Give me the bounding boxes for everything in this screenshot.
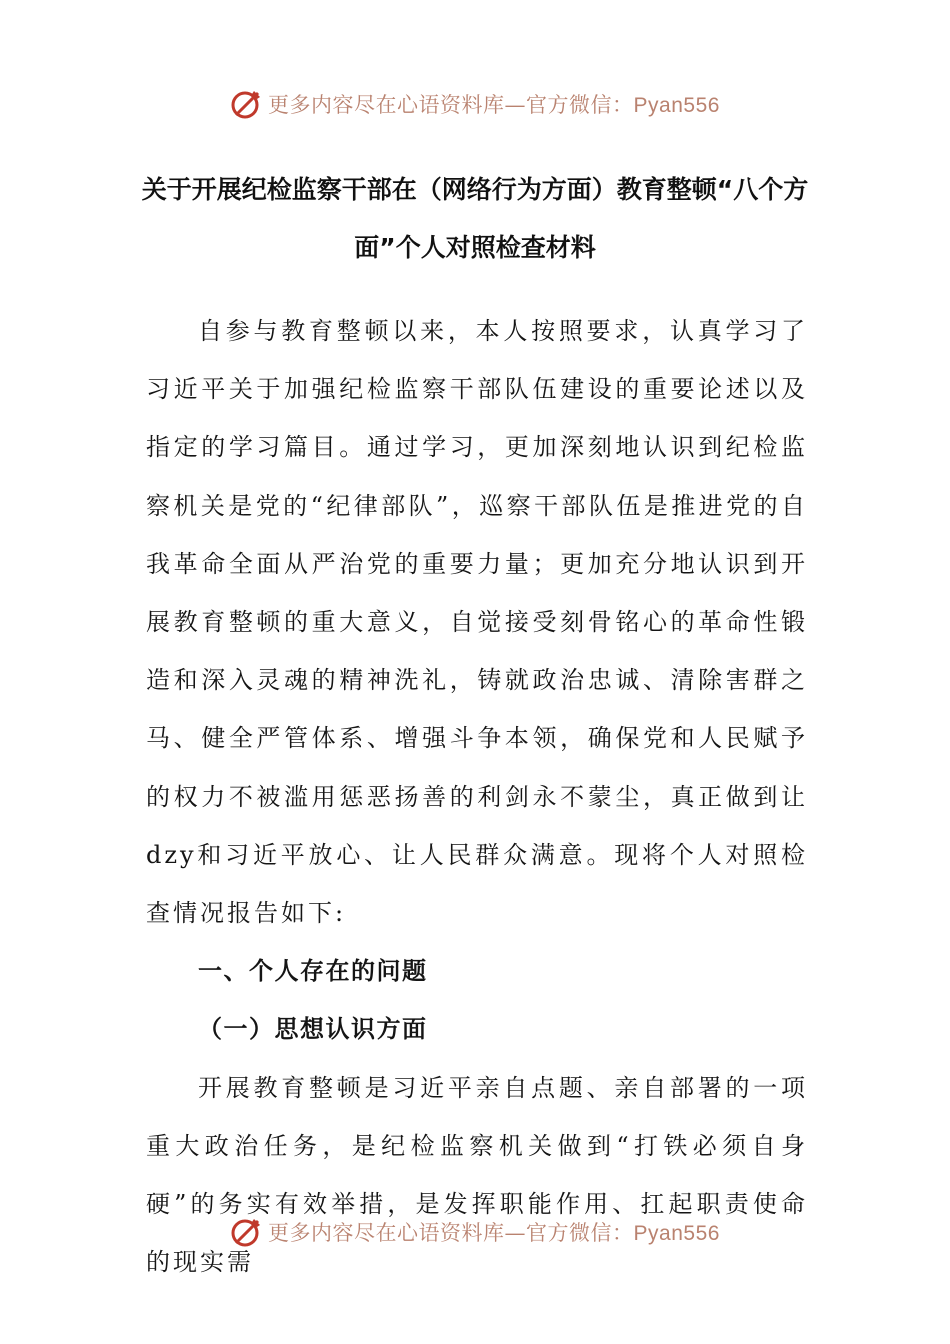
pen-logo-icon bbox=[230, 1215, 264, 1249]
section-heading: 一、个人存在的问题 bbox=[198, 957, 428, 986]
intro-paragraph: 自参与教育整顿以来，本人按照要求，认真学习了习近平关于加强纪检监察干部队伍建设的重要论述以及指定的学习篇目。通过学习，更加深刻地认识到纪检监察机关是党的“纪律部队”，巡察干部队伍是推进党的自我革命全面从严治党的重要力量；更加充分地认识到开展教育整顿的重大意义，自觉接受刻骨铭心的革命性锻造和深入灵魂的精神洗礼，铸就政治忠诚、清除害群之马、健全严管体系、增强斗争本领，确保党和人民赋予的权力不被滥用惩恶扬善的利剑永不蒙尘，真正做到让dzy和习近平放心、让人民群众满意。现将个人对照检查情况报告如下: bbox=[146, 317, 808, 928]
banner-text: 更多内容尽在心语资料库—官方微信：Pyan556 bbox=[268, 93, 720, 117]
wechat-id: Pyan556 bbox=[633, 1222, 720, 1245]
footer-banner bbox=[0, 1212, 950, 1252]
header-banner bbox=[0, 84, 950, 124]
wechat-id: Pyan556 bbox=[633, 94, 720, 117]
pen-logo-icon bbox=[230, 87, 264, 121]
document-body bbox=[146, 302, 808, 1291]
document-title: 关于开展纪检监察干部在（网络行为方面）教育整顿“八个方面”个人对照检查材料 bbox=[141, 175, 809, 262]
subsection-heading: （一）思想认识方面 bbox=[198, 1015, 428, 1044]
banner-text: 更多内容尽在心语资料库—官方微信：Pyan556 bbox=[268, 1221, 720, 1245]
body-paragraph: 开展教育整顿是习近平亲自点题、亲自部署的一项重大政治任务，是纪检监察机关做到“打铁必须自身硬”的务实有效举措，是发挥职能作用、扛起职责使命的现实需 bbox=[146, 1073, 808, 1277]
